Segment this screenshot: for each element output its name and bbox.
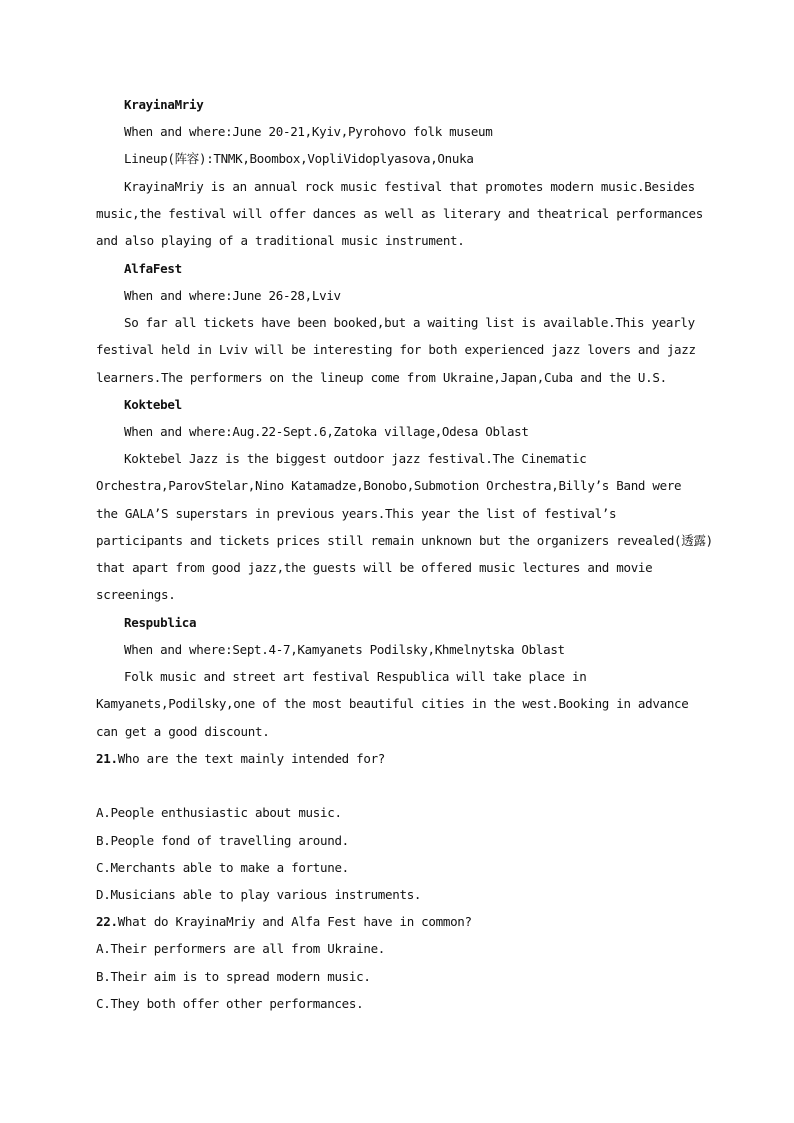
festival-desc-line: the GALA’S superstars in previous years.This year the list of festival’s bbox=[96, 506, 617, 521]
answer-option: B.Their aim is to spread modern music. bbox=[96, 969, 371, 984]
answer-option: D.Musicians able to play various instruments. bbox=[96, 887, 422, 902]
festival-when-where: When and where:Sept.4-7,Kamyanets Podilsky,Khmelnytska Oblast bbox=[124, 642, 565, 657]
festival-title: KrayinaMriy bbox=[124, 97, 204, 112]
festival-desc-line: can get a good discount. bbox=[96, 724, 270, 739]
festival-when-where: When and where:Aug.22-Sept.6,Zatoka village,Odesa Oblast bbox=[124, 424, 529, 439]
question-number: 21. bbox=[96, 751, 118, 766]
festival-when-where: When and where:June 26-28,Lviv bbox=[124, 288, 341, 303]
answer-option: A.Their performers are all from Ukraine. bbox=[96, 941, 386, 956]
festival-title: AlfaFest bbox=[124, 261, 182, 276]
festival-desc-line: learners.The performers on the lineup come from Ukraine,Japan,Cuba and the U.S. bbox=[96, 370, 667, 385]
answer-option: C.They both offer other performances. bbox=[96, 996, 364, 1011]
answer-option: C.Merchants able to make a fortune. bbox=[96, 860, 349, 875]
question-text: Who are the text mainly intended for? bbox=[117, 751, 386, 766]
festival-desc-line: Koktebel Jazz is the biggest outdoor jazz festival.The Cinematic bbox=[124, 451, 587, 466]
festival-title: Respublica bbox=[124, 615, 197, 630]
question-22 bbox=[96, 914, 472, 930]
festival-desc-line: So far all tickets have been booked,but a waiting list is available.This yearly bbox=[124, 315, 695, 330]
festival-desc-line: festival held in Lviv will be interesting for both experienced jazz lovers and jazz bbox=[96, 342, 696, 357]
festival-desc-line: Folk music and street art festival Respublica will take place in bbox=[124, 669, 587, 684]
festival-when-where: When and where:June 20-21,Kyiv,Pyrohovo folk museum bbox=[124, 124, 493, 139]
festival-lineup: Lineup(阵容):TNMK,Boombox,VopliVidoplyasova,Onuka bbox=[124, 151, 474, 166]
festival-desc-line: and also playing of a traditional music instrument. bbox=[96, 233, 465, 248]
festival-desc-line: participants and tickets prices still remain unknown but the organizers revealed(透露) bbox=[96, 533, 713, 548]
festival-title: Koktebel bbox=[124, 397, 182, 412]
festival-desc-line: Orchestra,ParovStelar,Nino Katamadze,Bonobo,Submotion Orchestra,Billy’s Band were bbox=[96, 478, 682, 493]
festival-desc-line: Kamyanets,Podilsky,one of the most beautiful cities in the west.Booking in advance bbox=[96, 696, 689, 711]
festival-desc-line: KrayinaMriy is an annual rock music festival that promotes modern music.Besides bbox=[124, 179, 695, 194]
question-21 bbox=[96, 751, 385, 767]
festival-desc-line: music,the festival will offer dances as well as literary and theatrical performances bbox=[96, 206, 703, 221]
answer-option: B.People fond of travelling around. bbox=[96, 833, 349, 848]
answer-option: A.People enthusiastic about music. bbox=[96, 805, 342, 820]
festival-desc-line: that apart from good jazz,the guests will be offered music lectures and movie bbox=[96, 560, 653, 575]
question-text: What do KrayinaMriy and Alfa Fest have in common? bbox=[117, 914, 472, 929]
question-number: 22. bbox=[96, 914, 118, 929]
festival-desc-line: screenings. bbox=[96, 587, 176, 602]
